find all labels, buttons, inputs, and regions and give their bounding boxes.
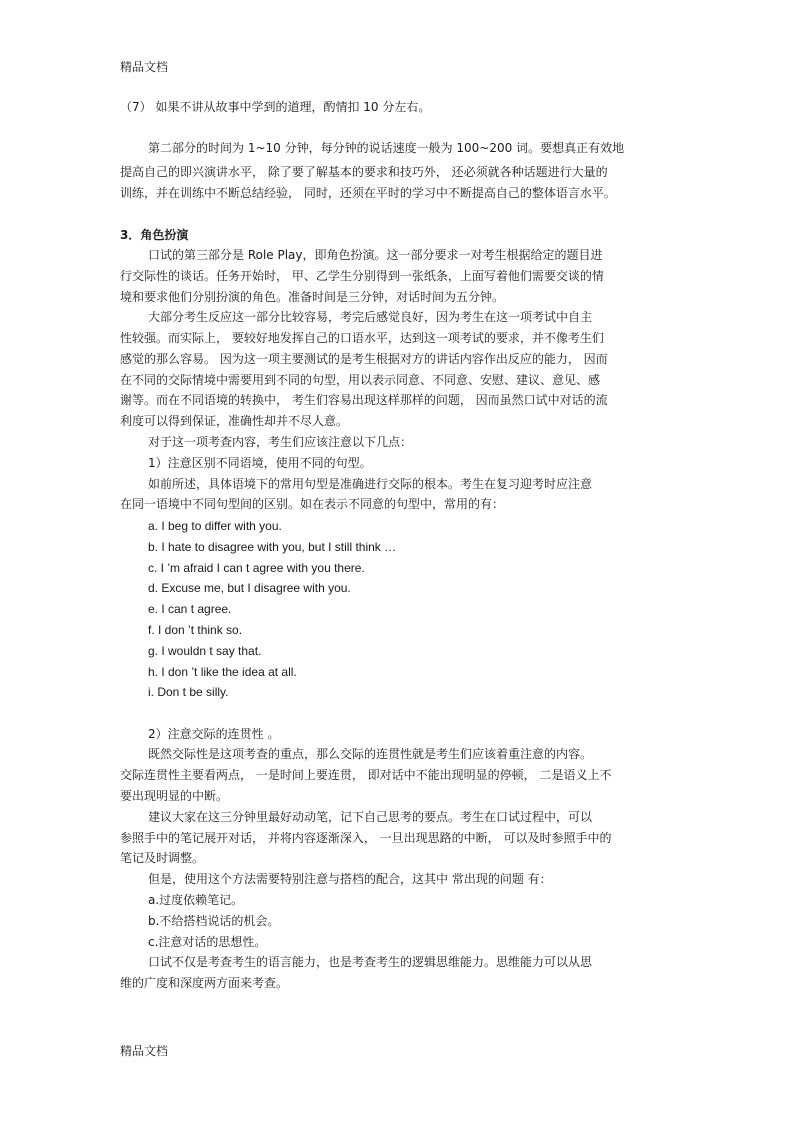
example-sentence: e. I can t agree. (148, 602, 232, 616)
section-heading: 3．角色扮演 (120, 228, 189, 242)
list-item-7: （7） 如果不讲从故事中学到的道理，酌情扣 10 分左右。 (120, 100, 431, 114)
paragraph-line: 在不同的交际情境中需要用到不同的句型，用以表示同意、不同意、安慰、建议、意见、感 (120, 373, 601, 387)
example-sentence: a. I beg to differ with you. (148, 519, 282, 533)
paragraph-line: 笔记及时调整。 (120, 851, 205, 865)
list-item: c.注意对话的思想性。 (148, 935, 267, 949)
paragraph-line: 交际连贯性主要看两点， 一是时间上要连贯， 即对话中不能出现明显的停顿， 二是语义上不 (120, 768, 612, 782)
paragraph-line: 口试不仅是考查考生的语言能力，也是考查考生的逻辑思维能力。思维能力可以从思 (148, 955, 593, 969)
example-sentence: b. I hate to disagree with you, but I still think … (148, 540, 397, 554)
page-header: 精品文档 (120, 60, 169, 74)
paragraph-line: 建议大家在这三分钟里最好动动笔，记下自己思考的要点。考生在口试过程中，可以 (148, 810, 593, 824)
subsection-heading: 1）注意区别不同语境，使用不同的句型。 (148, 456, 372, 470)
paragraph-line: 维的广度和深度两方面来考查。 (120, 976, 289, 990)
paragraph-line: 利度可以得到保证，准确性却并不尽人意。 (120, 414, 349, 428)
paragraph-line: 大部分考生反应这一部分比较容易，考完后感觉良好，因为考生在这一项考试中自主 (148, 310, 593, 324)
paragraph-line: 在同一语境中不同句型间的区别。如在表示不同意的句型中，常用的有： (120, 497, 505, 511)
example-sentence: h. I don ’t like the idea at all. (148, 665, 297, 679)
example-sentence: d. Excuse me, but I disagree with you. (148, 581, 351, 595)
paragraph-line: 要出现明显的中断。 (120, 789, 229, 803)
paragraph-line: 如前所述，具体语境下的常用句型是准确进行交际的根本。考生在复习迎考时应注意 (148, 477, 593, 491)
example-sentence: c. I ’m afraid I can t agree with you there. (148, 561, 365, 575)
example-sentence: g. I wouldn t say that. (148, 644, 262, 658)
paragraph-line: 境和要求他们分别扮演的角色。准备时间是三分钟，对话时间为五分钟。 (120, 290, 505, 304)
list-item: a.过度依赖笔记。 (148, 893, 244, 907)
paragraph-line: 对于这一项考查内容，考生们应该注意以下几点： (148, 435, 413, 449)
paragraph-line: 但是，使用这个方法需要特别注意与搭档的配合，这其中 常出现的问题 有： (148, 872, 552, 886)
paragraph-line: 训练，并在训练中不断总结经验， 同时，还须在平时的学习中不断提高自己的整体语言水平。 (120, 186, 616, 200)
paragraph-line: 参照手中的笔记展开对话， 并将内容逐渐深入， 一旦出现思路的中断， 可以及时参照手中的 (120, 831, 612, 845)
example-sentence: f. I don ’t think so. (148, 623, 243, 637)
example-sentence: i. Don t be silly. (148, 685, 229, 699)
paragraph-line: 感觉的那么容易。 因为这一项主要测试的是考生根据对方的讲话内容作出反应的能力， 因而 (120, 352, 608, 366)
list-item: b.不给搭档说话的机会。 (148, 914, 280, 928)
paragraph-line: 行交际性的谈话。任务开始时， 甲、乙学生分别得到一张纸条，上面写着他们需要交谈的情 (120, 269, 604, 283)
paragraph-line: 口试的第三部分是 Role Play，即角色扮演。这一部分要求一对考生根据给定的题目进 (148, 248, 603, 262)
page-footer: 精品文档 (120, 1044, 169, 1058)
paragraph-line: 提高自己的即兴演讲水平， 除了要了解基本的要求和技巧外， 还必须就各种话题进行大量的 (120, 165, 608, 179)
paragraph-line: 谢等。而在不同语境的转换中， 考生们容易出现这样那样的问题， 因而虽然口试中对话的流 (120, 393, 608, 407)
paragraph-line: 性较强。而实际上， 要较好地发挥自己的口语水平，达到这一项考试的要求，并不像考生们 (120, 331, 604, 345)
subsection-heading: 2）注意交际的连贯性 。 (148, 727, 280, 741)
paragraph-line: 既然交际性是这项考查的重点，那么交际的连贯性就是考生们应该着重注意的内容。 (148, 747, 593, 761)
paragraph-line: 第二部分的时间为 1~10 分钟，每分钟的说话速度一般为 100~200 词。要想真正有效地 (148, 141, 625, 155)
